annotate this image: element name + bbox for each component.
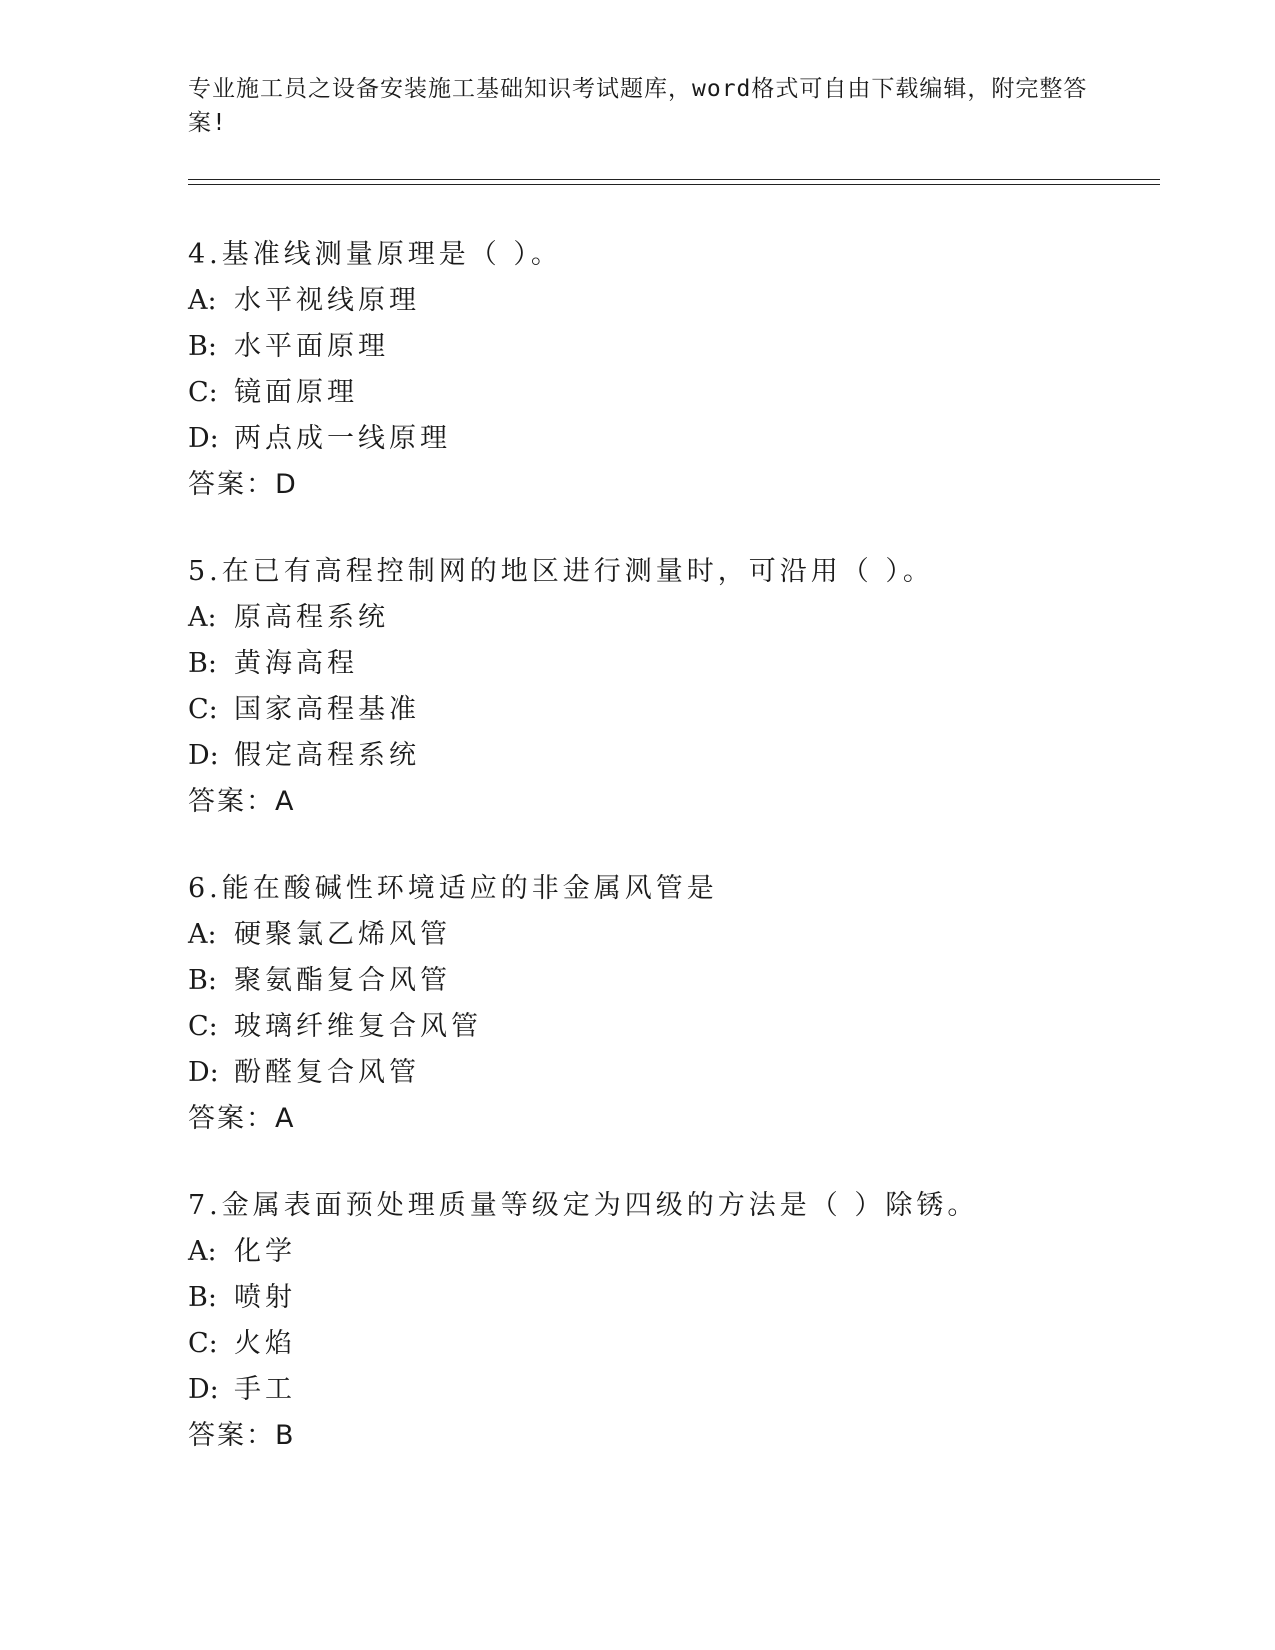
option-text: 酚醛复合风管 [234,1057,420,1088]
option-key: D: [188,1057,219,1088]
option-text: 国家高程基准 [234,694,420,725]
question-7 [188,1183,1188,1459]
header-divider-bottom [188,184,1160,185]
answer-line: 答案：D [188,469,298,500]
answer-line: 答案：A [188,786,296,817]
option-key: D: [188,423,219,454]
option-a [188,1229,1188,1275]
option-text: 火焰 [234,1328,296,1359]
option-text: 水平视线原理 [234,285,420,316]
option-key: A: [188,919,217,950]
header-divider-top [188,179,1160,180]
option-text: 玻璃纤维复合风管 [234,1011,482,1042]
option-c [188,370,1188,416]
option-text: 喷射 [234,1282,296,1313]
question-5 [188,549,1188,825]
option-key: B: [188,965,217,996]
option-b [188,1275,1188,1321]
option-c [188,1321,1188,1367]
option-text: 两点成一线原理 [234,423,451,454]
option-b [188,641,1188,687]
option-text: 硬聚氯乙烯风管 [234,919,451,950]
question-stem: 5.在已有高程控制网的地区进行测量时，可沿用（ ）。 [188,556,934,587]
answer-line: 答案：B [188,1420,296,1451]
option-a [188,595,1188,641]
option-key: B: [188,1282,217,1313]
option-c [188,687,1188,733]
option-key: A: [188,1236,217,1267]
option-key: C: [188,694,218,725]
option-text: 原高程系统 [234,602,389,633]
option-a [188,912,1188,958]
document-header: 专业施工员之设备安装施工基础知识考试题库，word格式可自由下载编辑，附完整答案! [188,76,1088,136]
option-d [188,1367,1188,1413]
option-key: D: [188,740,219,771]
option-text: 镜面原理 [234,377,358,408]
option-key: A: [188,602,217,633]
option-a [188,278,1188,324]
option-c [188,1004,1188,1050]
option-key: C: [188,1328,218,1359]
question-stem: 7.金属表面预处理质量等级定为四级的方法是（ ）除锈。 [188,1190,979,1221]
question-stem: 4.基准线测量原理是（ ）。 [188,239,562,270]
question-6 [188,866,1188,1142]
option-b [188,958,1188,1004]
option-text: 聚氨酯复合风管 [234,965,451,996]
option-d [188,1050,1188,1096]
option-b [188,324,1188,370]
question-4 [188,232,1188,508]
option-text: 手工 [234,1374,296,1405]
question-stem: 6.能在酸碱性环境适应的非金属风管是 [188,873,718,904]
option-key: C: [188,1011,218,1042]
option-text: 化学 [234,1236,296,1267]
option-text: 黄海高程 [234,648,358,679]
option-key: B: [188,331,217,362]
answer-line: 答案：A [188,1103,296,1134]
option-d [188,733,1188,779]
option-d [188,416,1188,462]
option-key: A: [188,285,217,316]
option-key: B: [188,648,217,679]
option-text: 假定高程系统 [234,740,420,771]
option-key: C: [188,377,218,408]
option-text: 水平面原理 [234,331,389,362]
option-key: D: [188,1374,219,1405]
